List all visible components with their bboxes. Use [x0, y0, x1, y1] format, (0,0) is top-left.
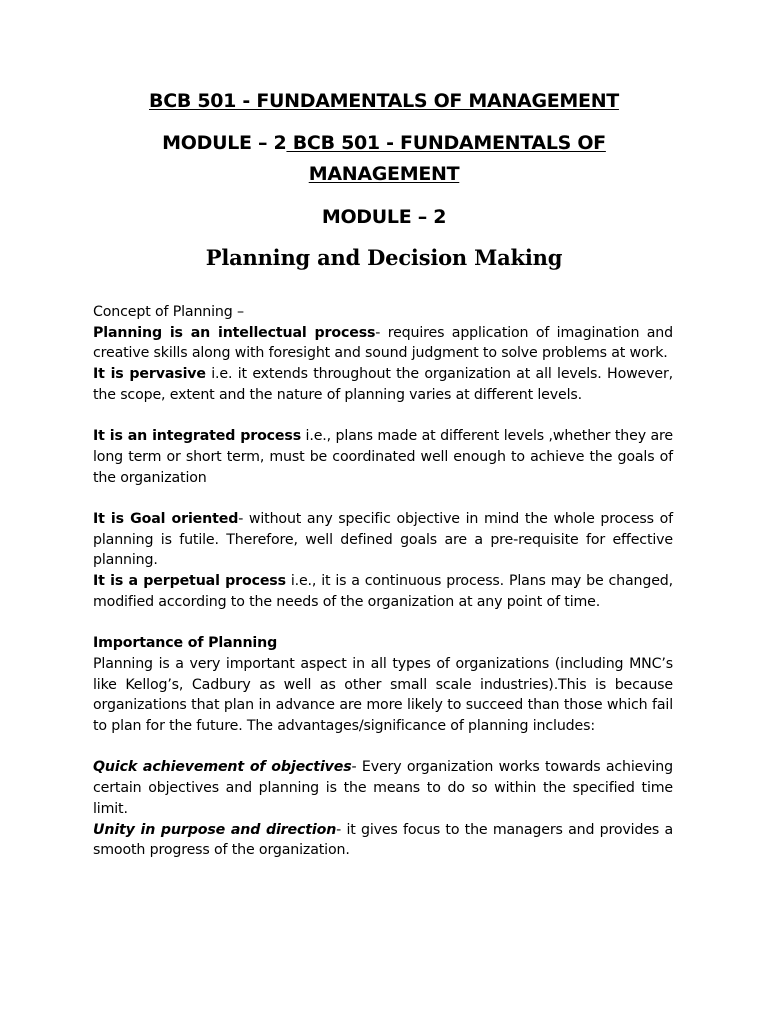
point-label: Planning is an intellectual process: [93, 324, 376, 341]
paragraph-gap: [93, 613, 673, 634]
advantage-text: - it gives focus to the managers and provides a smooth progress of the organization.: [93, 821, 673, 859]
importance-intro: Planning is a very important aspect in all types of organizations (including MNC’s like Kellog’s, Cadbury as well as other small scale industries).This is because organizations that plan in advance are more likely to succeed than those which fail to plan for the future. The advantages/significance of planning includes:: [93, 655, 673, 735]
paragraph-gap: [93, 737, 673, 758]
point-text: - requires application of imagination and creative skills along with foresight and sound judgment to solve problems at work.: [93, 324, 673, 362]
advantage-text: - Every organization works towards achieving certain objectives and planning is the means to do so within the specified time limit.: [93, 759, 673, 817]
importance-heading: Importance of Planning: [93, 635, 278, 652]
concept-intro: Concept of Planning –: [93, 304, 244, 320]
point-text: i.e., it is a continuous process. Plans may be changed, modified according to the needs of the organization at any point of time.: [93, 573, 673, 610]
module-linked-title-part-2: MANAGEMENT: [308, 163, 460, 185]
concept-point-intellectual: [93, 323, 673, 364]
point-label: It is a perpetual process: [93, 573, 286, 590]
module-label: [0, 206, 768, 228]
paragraph-gap: [93, 488, 673, 509]
paragraph-gap: [93, 406, 673, 427]
concept-point-pervasive: [93, 364, 673, 405]
concept-point-integrated: [93, 426, 673, 488]
chapter-title-text: Planning and Decision Making: [205, 245, 563, 270]
chapter-title: [0, 245, 768, 270]
point-text: i.e., plans made at different levels ,whether they are long term or short term, must be coordinated well enough to achieve the goals of the organization: [93, 428, 673, 486]
advantage-label: Unity in purpose and direction: [93, 821, 337, 838]
advantage-quick-achievement: [93, 757, 673, 819]
advantage-label: Quick achievement of objectives: [93, 759, 352, 776]
module-heading-line-2: [0, 163, 768, 185]
point-label: It is Goal oriented: [93, 511, 239, 527]
document-body: [93, 302, 673, 861]
module-label-text: MODULE – 2: [321, 206, 447, 228]
point-label: It is pervasive: [93, 366, 206, 383]
module-prefix: MODULE – 2: [162, 132, 287, 154]
advantage-unity: [93, 820, 673, 861]
course-title-text: BCB 501 - FUNDAMENTALS OF MANAGEMENT: [149, 90, 619, 112]
concept-point-goal-oriented: [93, 509, 673, 571]
course-title: [0, 90, 768, 112]
point-text: i.e. it extends throughout the organization at all levels. However, the scope, extent and the nature of planning varies at different levels.: [93, 366, 673, 403]
module-linked-title-part-1: BCB 501 - FUNDAMENTALS OF: [286, 132, 606, 154]
module-heading-line-1: [0, 132, 768, 154]
point-text: - without any specific objective in mind the whole process of planning is futile. Therefore, well defined goals are a pre-requisite for effective planning.: [93, 511, 673, 569]
point-label: It is an integrated process: [93, 428, 301, 445]
concept-point-perpetual: [93, 571, 673, 612]
